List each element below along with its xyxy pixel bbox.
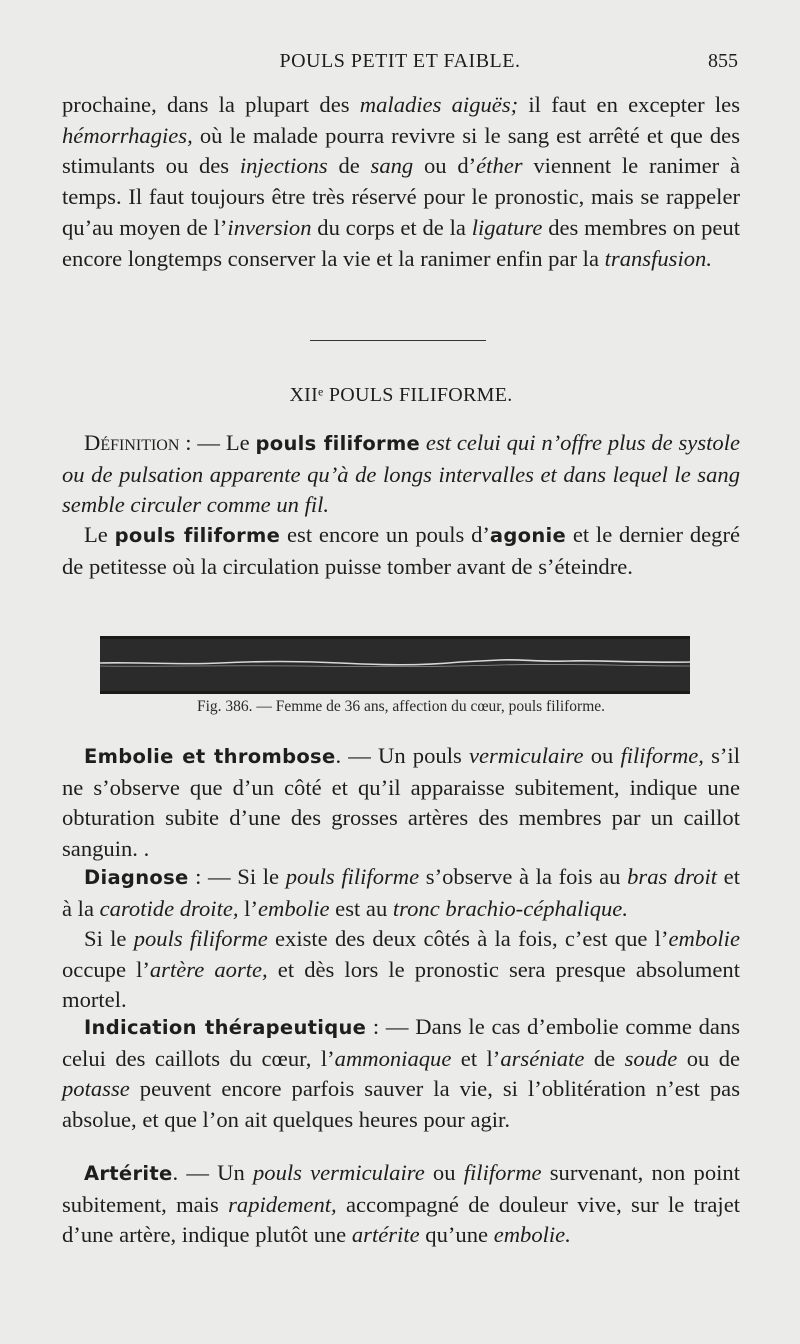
running-title: POULS PETIT ET FAIBLE. <box>279 50 521 72</box>
section-title: XIIᵉ POULS FILIFORME. <box>289 384 513 406</box>
definition-label: Définition <box>84 430 180 455</box>
definition-term: pouls filiforme <box>255 432 421 455</box>
paragraph-arterite: Artérite. — Un pouls vermiculaire ou filiforme survenant, non point subitement, mais rapidement, accompagné de douleur vive, sur le trajet d’une artère, indique plutôt une artérite qu’une embolie. <box>62 1160 741 1248</box>
definition-paragraph: Définition : — Le pouls filiforme est celui qui n’offre plus de systole ou de pulsation apparente qu’à de longs intervalles et dans lequel le sang semble circuler comme un fil. <box>62 430 740 518</box>
paragraph-aorte: Si le pouls filiforme existe des deux côtés à la fois, c’est que l’embolie occupe l’artère aorte, et dès lors le pronostic sera presque absolument mortel. <box>62 926 740 1013</box>
section-divider <box>310 340 486 341</box>
paragraph-agonie: Le pouls filiforme est encore un pouls d’agonie et le dernier degré de petitesse où la circulation puisse tomber avant de s’éteindre. <box>62 522 740 579</box>
paragraph-diagnose: Diagnose : — Si le pouls filiforme s’observe à la fois au bras droit et à la carotide droite, l’embolie est au tronc brachio-céphalique. <box>62 864 740 921</box>
figure-caption: Fig. 386. — Femme de 36 ans, affection du cœur, pouls filiforme. <box>196 698 606 715</box>
paragraph-indication-therapeutique: Indication thérapeutique : — Dans le cas d’embolie comme dans celui des caillots du cœur, l’ammoniaque et l’arséniate de soude ou de potasse peuvent encore parfois sauver la vie, si l’oblitération n’est pas absolue, et que l’on ait quelques heures pour agir. <box>62 1014 741 1133</box>
page-header <box>62 50 738 78</box>
paragraph-hemorrhagies: prochaine, dans la plupart des maladies aiguës; il faut en excepter les hémorrhagies, où le malade pourra revivre si le sang est arrêté et que des stimulants ou des injections de sang ou d’éther viennent le ranimer à temps. Il faut toujours être très réservé pour le pronostic, mais se rappeler qu’au moyen de l’inversion du corps et de la ligature des membres on peut encore longtemps conserver la vie et la ranimer enfin par la transfusion. <box>62 92 740 271</box>
pulse-tracing-figure <box>100 636 690 694</box>
pulse-tracing-image <box>100 636 690 694</box>
paragraph-embolie-thrombose: Embolie et thrombose. — Un pouls vermiculaire ou filiforme, s’il ne s’observe que d’un côté et qu’il apparaisse subitement, indique une obturation subite d’une des grosses artères des membres par un caillot sanguin. . <box>62 743 740 862</box>
page-number: 855 <box>708 50 738 72</box>
